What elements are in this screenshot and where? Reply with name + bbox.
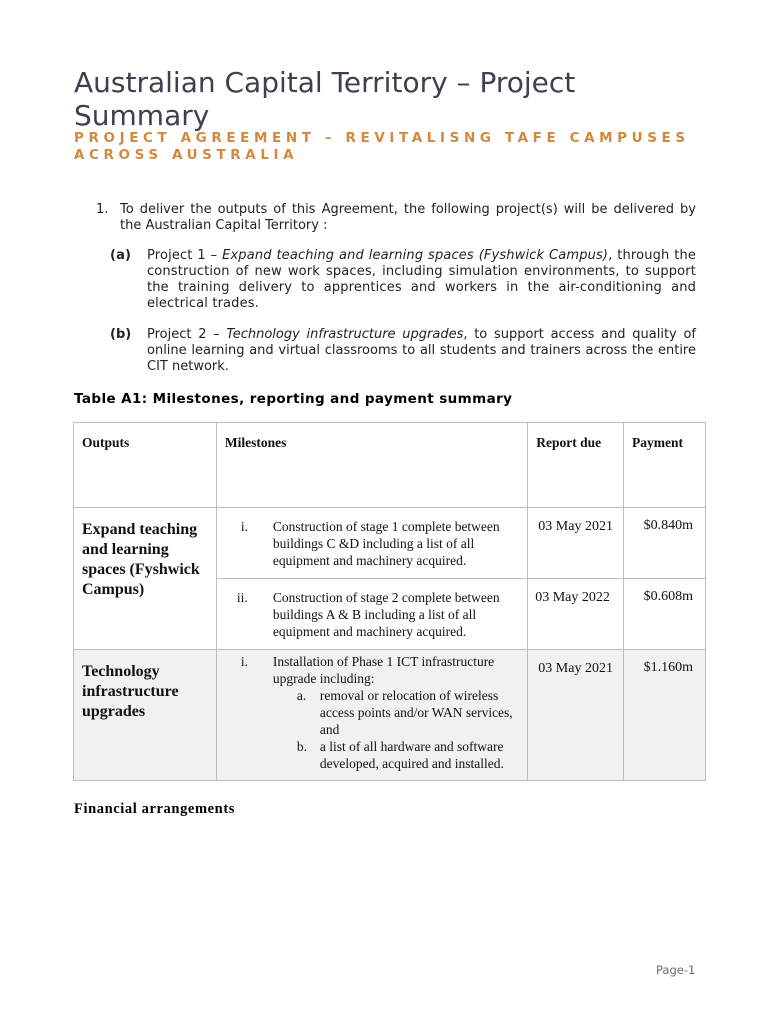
project-item-b xyxy=(110,327,696,375)
item-prefix: Project 2 – xyxy=(147,327,227,342)
item-text xyxy=(147,248,696,312)
table-row xyxy=(74,508,706,579)
paragraph-text: To deliver the outputs of this Agreement, the following project(s) will be delivered by the Australian Capital Territory : xyxy=(120,202,696,233)
table-caption: Table A1: Milestones, reporting and payment summary xyxy=(74,391,513,407)
section-heading: Financial arrangements xyxy=(74,801,236,817)
header-outputs: Outputs xyxy=(74,423,217,508)
page-title: Australian Capital Territory – Project Summary xyxy=(74,66,576,132)
milestone-cell xyxy=(216,579,527,650)
item-project-name: Expand teaching and learning spaces (Fyshwick Campus) xyxy=(222,248,609,263)
milestone-number: i. xyxy=(240,654,248,669)
item-prefix: Project 1 – xyxy=(147,248,223,263)
paragraph-number: 1. xyxy=(96,202,109,217)
output-cell: Technology infrastructure upgrades xyxy=(74,650,217,781)
milestone-text: Construction of stage 2 complete between buildings A & B including a list of all equipment and machinery acquired. xyxy=(272,590,500,639)
report-due-cell: 03 May 2021 xyxy=(528,508,624,579)
payment-cell: $0.608m xyxy=(624,579,706,650)
output-cell: Expand teaching and learning spaces (Fyshwick Campus) xyxy=(74,508,217,650)
project-item-a xyxy=(110,248,696,312)
item-label: (b) xyxy=(110,327,132,342)
report-due-cell: 03 May 2021 xyxy=(528,650,624,781)
report-due-cell: 03 May 2022 xyxy=(528,579,624,650)
milestone-text: Installation of Phase 1 ICT infrastructure upgrade including: xyxy=(272,654,495,686)
subitem-text: removal or relocation of wireless access points and/or WAN services, and xyxy=(319,688,513,737)
payment-cell: $1.160m xyxy=(624,650,706,781)
milestones-table xyxy=(73,422,706,781)
page-number: Page-1 xyxy=(656,963,696,977)
item-project-name: Technology infrastructure upgrades xyxy=(226,327,464,342)
subitem-text: a list of all hardware and software developed, acquired and installed. xyxy=(319,739,504,771)
payment-cell: $0.840m xyxy=(624,508,706,579)
item-label: (a) xyxy=(110,248,132,263)
header-report-due: Report due xyxy=(528,423,624,508)
milestone-number: ii. xyxy=(236,590,248,605)
paragraph-1 xyxy=(96,202,696,234)
subitem-label: b. xyxy=(296,739,307,754)
milestone-text: Construction of stage 1 complete between buildings C &D including a list of all equipment and machinery acquired. xyxy=(272,519,500,568)
milestone-cell xyxy=(216,650,527,781)
header-milestones: Milestones xyxy=(216,423,527,508)
table-header-row xyxy=(74,423,706,508)
item-text xyxy=(147,327,696,375)
milestone-subitem xyxy=(273,687,521,738)
subitem-label: a. xyxy=(296,688,307,703)
milestone-subitem xyxy=(273,738,521,772)
table-row xyxy=(74,650,706,781)
item-description: , to support access and quality of online learning and virtual classrooms to all students and trainers across the entire CIT network. xyxy=(147,327,696,374)
milestone-number: i. xyxy=(240,519,248,534)
page-subtitle: PROJECT AGREEMENT – REVITALISNG TAFE CAMPUSES ACROSS AUSTRALIA xyxy=(74,130,690,163)
item-description: , through the construction of new work spaces, including simulation environments, to support the training delivery to apprentices and workers in the air-conditioning and electrical trades. xyxy=(147,248,696,311)
milestone-cell xyxy=(216,508,527,579)
header-payment: Payment xyxy=(624,423,706,508)
